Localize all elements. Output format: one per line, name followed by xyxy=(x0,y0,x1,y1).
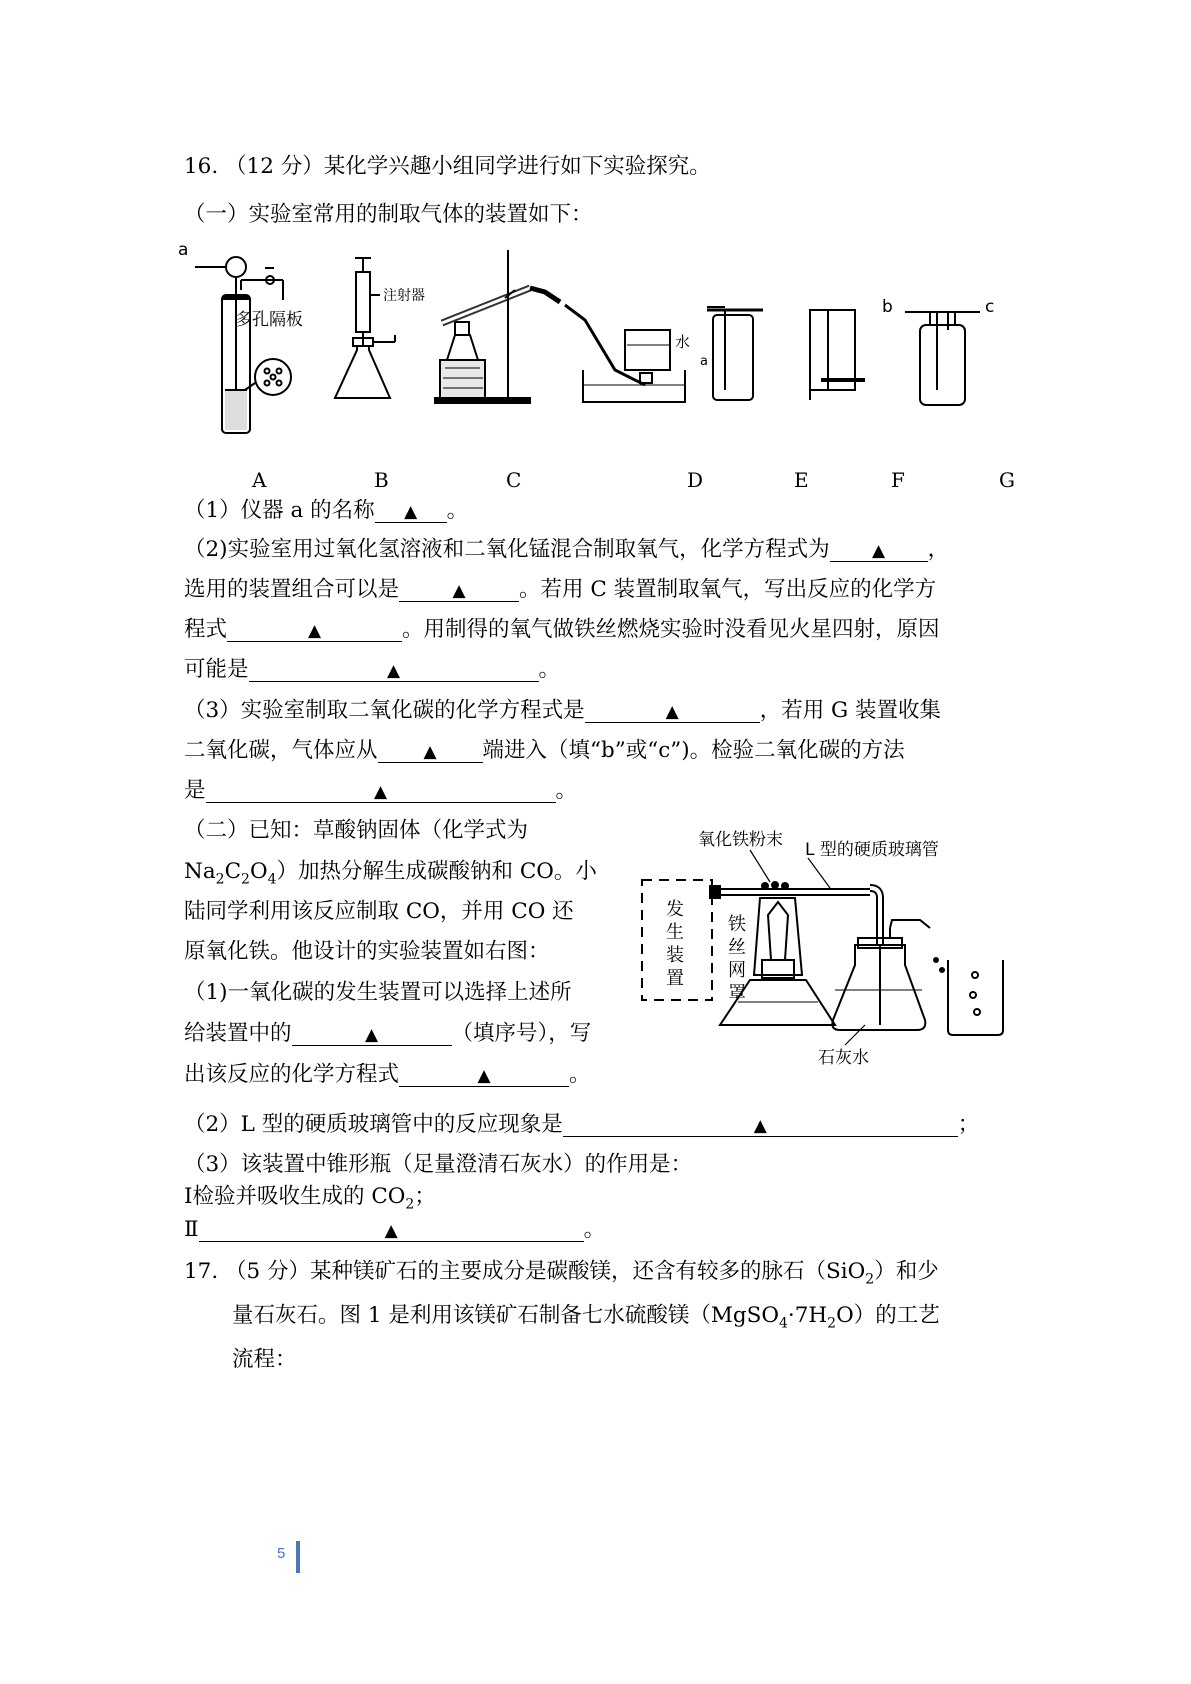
part2-q1-line1: （1)一氧化碳的发生装置可以选择上述所 xyxy=(184,980,572,1005)
q16-2-line4: 可能是 ▲ 。 xyxy=(184,657,561,682)
answer-blank[interactable]: ▲ xyxy=(585,698,760,723)
label-g-b: b xyxy=(882,297,893,317)
co-reduction-figure xyxy=(630,820,1050,1080)
label-e-a: a xyxy=(700,354,708,369)
answer-blank[interactable]: ▲ xyxy=(206,778,556,803)
answer-blank[interactable]: ▲ xyxy=(375,498,447,523)
label-F: F xyxy=(891,468,905,492)
label-mesh-1: 铁 xyxy=(728,914,746,935)
apparatus-figure xyxy=(178,240,1085,450)
part2-q3-ii: Ⅱ ▲ 。 xyxy=(184,1217,606,1242)
part2-line3: 陆同学利用该反应制取 CO，并用 CO 还 xyxy=(184,899,574,924)
answer-blank[interactable]: ▲ xyxy=(227,617,402,642)
label-water: 水 xyxy=(675,333,691,351)
label-gen-1: 发 xyxy=(666,899,684,920)
q16-2-line1: （2)实验室用过氧化氢溶液和二氧化锰混合制取氧气，化学方程式为 ▲ ， xyxy=(184,537,950,562)
label-B: B xyxy=(374,468,389,492)
page-number-bar xyxy=(296,1541,300,1573)
part1-intro: （一）实验室常用的制取气体的装置如下： xyxy=(184,202,593,227)
part2-line2: $Na_2C_2O_4$）加热分解生成碳酸钠和 CO。小 xyxy=(184,859,597,888)
q17-line1: 17. （5 分）某种镁矿石的主要成分是碳酸镁，还含有较多的脉石（SiO$_2$）和少 xyxy=(184,1259,939,1288)
answer-blank[interactable]: ▲ xyxy=(378,738,483,763)
q17-line2: 量石灰石。图 1 是利用该镁矿石制备七水硫酸镁$(MgSO_4\cdot 7H_2O)$的工艺 xyxy=(232,1303,940,1332)
label-mesh-4: 罩 xyxy=(728,983,746,1004)
answer-blank[interactable]: ▲ xyxy=(399,1062,569,1087)
label-limewater: 石灰水 xyxy=(818,1048,869,1068)
part2-line4: 原氧化铁。他设计的实验装置如右图： xyxy=(184,939,550,964)
funnel-bulb-icon xyxy=(226,257,246,277)
q16-1-line: （1）仪器 a 的名称 ▲ 。 xyxy=(184,498,469,523)
label-gen-4: 置 xyxy=(666,968,684,989)
label-mesh-2: 丝 xyxy=(728,937,746,958)
answer-blank[interactable]: ▲ xyxy=(830,537,928,562)
q16-3-line2: 二氧化碳，气体应从 ▲ 端进入（填“b”或“c”)。检验二氧化碳的方法 xyxy=(184,738,905,763)
answer-blank[interactable]: ▲ xyxy=(292,1021,452,1046)
q16-2-line2: 选用的装置组合可以是 ▲ 。若用 C 装置制取氧气，写出反应的化学方 xyxy=(184,577,937,602)
label-gen-2: 生 xyxy=(666,922,684,943)
part2-line1: （二）已知：草酸钠固体（化学式为 xyxy=(184,818,529,843)
q16-3-line1: （3）实验室制取二氧化碳的化学方程式是 ▲ ，若用 G 装置收集 xyxy=(184,698,942,723)
label-syringe: 注射器 xyxy=(383,288,425,304)
answer-blank[interactable]: ▲ xyxy=(249,657,539,682)
answer-blank[interactable]: ▲ xyxy=(563,1112,958,1137)
part2-q1-line3: 出该反应的化学方程式 ▲ 。 xyxy=(184,1062,591,1087)
q16-3-line3: 是 ▲ 。 xyxy=(184,778,578,803)
part2-q2-line: （2）L 型的硬质玻璃管中的反应现象是 ▲ ； xyxy=(184,1112,980,1137)
label-D: D xyxy=(687,468,704,492)
label-fe2o3: 氧化铁粉末 xyxy=(698,830,783,850)
label-g-c: c xyxy=(985,297,995,317)
label-mesh-3: 网 xyxy=(728,960,746,981)
label-a: a xyxy=(178,240,189,260)
label-E: E xyxy=(794,468,809,492)
label-gen-3: 装 xyxy=(666,945,684,966)
answer-blank[interactable]: ▲ xyxy=(399,577,519,602)
part2-q1-line2: 给装置中的 ▲ （填序号），写 xyxy=(184,1021,592,1046)
q16-header: 16. （12 分）某化学兴趣小组同学进行如下实验探究。 xyxy=(184,154,711,179)
label-G: G xyxy=(999,468,1015,492)
answer-blank[interactable]: ▲ xyxy=(199,1217,584,1242)
label-ltube: L 型的硬质玻璃管 xyxy=(805,840,939,860)
part2-q3-i: Ⅰ检验并吸收生成的 $CO_2$； xyxy=(184,1184,436,1213)
label-porous-plate: 多孔隔板 xyxy=(235,310,303,330)
part2-q3-line: （3）该装置中锥形瓶（足量澄清石灰水）的作用是： xyxy=(184,1152,693,1177)
label-A: A xyxy=(252,468,267,492)
label-C: C xyxy=(506,468,522,492)
page-number: 5 xyxy=(277,1545,286,1562)
q16-2-line3: 程式 ▲ 。用制得的氧气做铁丝燃烧实验时没看见火星四射，原因 xyxy=(184,617,940,642)
q17-line3: 流程： xyxy=(232,1347,297,1372)
